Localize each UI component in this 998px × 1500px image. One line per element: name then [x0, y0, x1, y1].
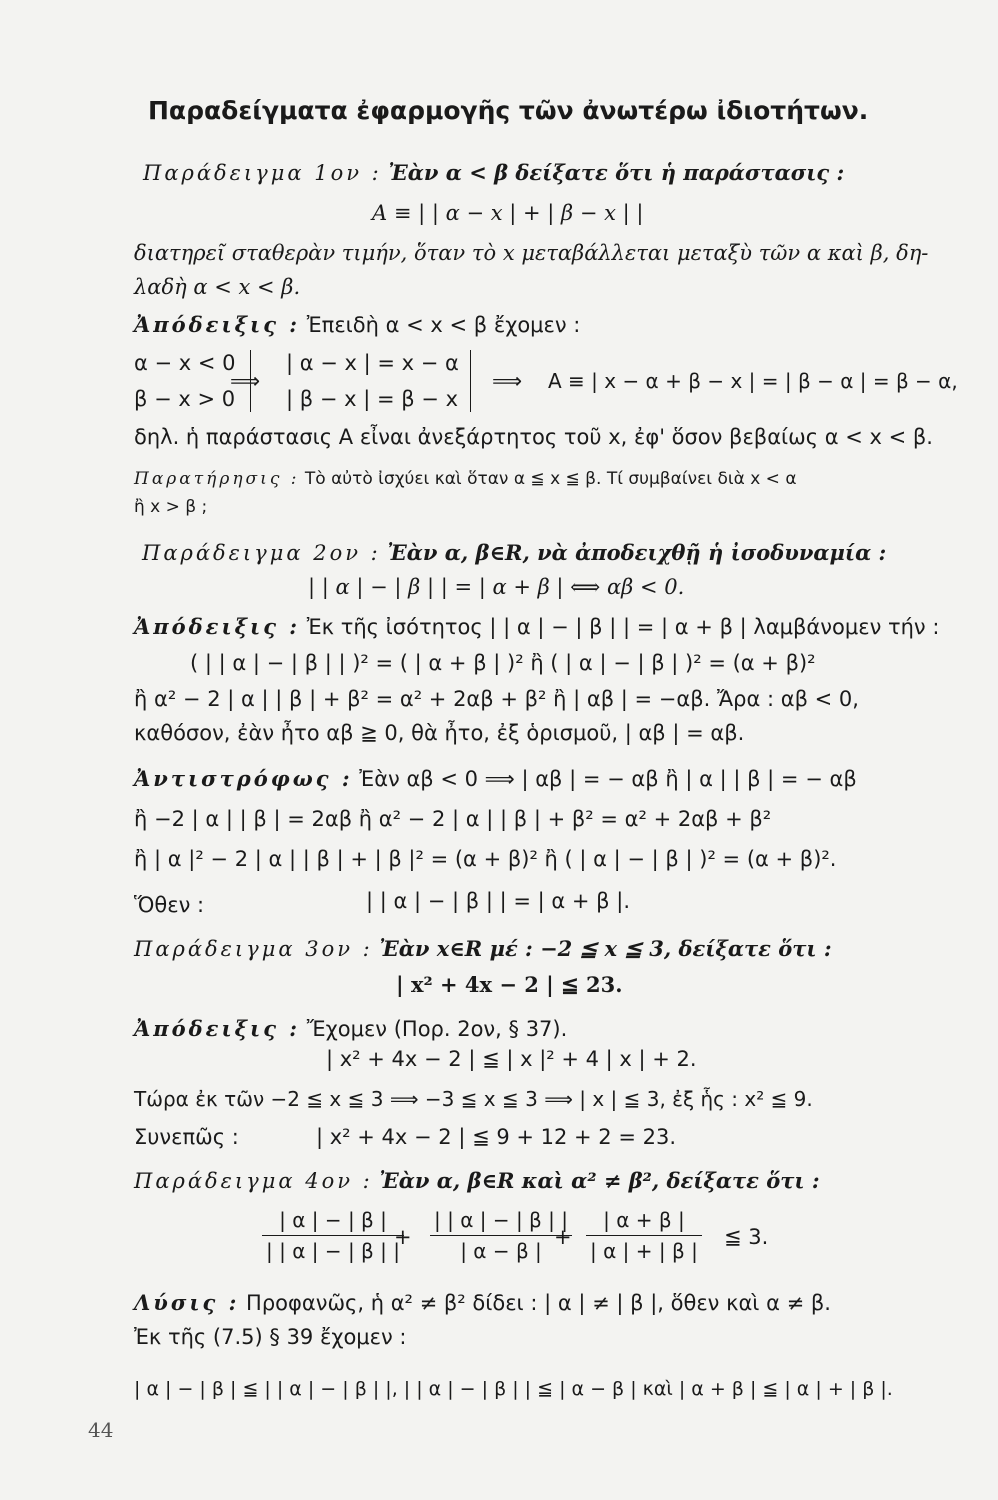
proof-label: Ἀπόδειξις :	[134, 1016, 301, 1041]
converse-line-2: ἢ | α |² − 2 | α | | β | + | β |² = (α + β)² ἢ ( | α | − | β | )² = (α + β)².	[134, 847, 837, 871]
example-1-statement: Ἐὰν α < β δείξατε ὅτι ἡ παράστασις :	[388, 160, 845, 185]
example-4-line-1: Ἐκ τῆς (7.5) § 39 ἔχομεν :	[134, 1325, 407, 1349]
system-mid-2: | β − x | = β − x	[286, 387, 458, 411]
solution-label: Λύσις :	[134, 1290, 240, 1315]
fraction-3-numerator: | α + β |	[586, 1208, 702, 1236]
example-1-text-1: διατηρεῖ σταθερὰν τιμήν, ὅταν τὸ x μεταβάλλεται μεταξὺ τῶν α καὶ β, δη-	[134, 241, 929, 265]
system-right: A ≡ | x − α + β − x | = | β − α | = β − α,	[548, 369, 958, 393]
example-4-line-2: | α | − | β | ≦ | | α | − | β | |, | | α | − | β | | ≦ | α − β | καὶ | α + β | ≦ | α | + | β |.	[134, 1378, 893, 1400]
example-3-statement: Ἐὰν x∈R μέ : −2 ≦ x ≦ 3, δείξατε ὅτι :	[379, 936, 832, 961]
example-3-line-2: Τώρα ἐκ τῶν −2 ≦ x ≦ 3 ⟹ −3 ≦ x ≦ 3 ⟹ | x | ≦ 3, ἐξ ἧς : x² ≦ 9.	[134, 1087, 813, 1111]
example-2-statement: Ἐὰν α, β∈R, νὰ ἀποδειχθῇ ἡ ἰσοδυναμία :	[387, 540, 887, 565]
example-1-formula: A ≡ | | α − x | + | β − x | |	[372, 201, 644, 225]
converse-text: Ἐὰν αβ < 0 ⟹ | αβ | = − αβ ἢ | α | | β | = − αβ	[359, 767, 857, 791]
example-4-heading	[134, 1168, 820, 1194]
example-4-solution	[134, 1290, 831, 1316]
system-left-2: β − x > 0	[134, 387, 236, 411]
proof-text: Ἔχομεν (Πορ. 2ον, § 37).	[306, 1017, 568, 1041]
example-2-proof	[134, 614, 939, 640]
example-2-converse	[134, 766, 857, 792]
plus-sign-2: +	[554, 1225, 572, 1249]
fraction-2	[430, 1208, 572, 1263]
example-4-label: Παράδειγμα 4ον :	[134, 1169, 373, 1193]
example-2-heading	[142, 540, 886, 566]
implies-arrow-2: ⟹	[492, 369, 523, 393]
example-3-line-1: | x² + 4x − 2 | ≦ | x |² + 4 | x | + 2.	[326, 1047, 697, 1071]
fraction-1	[262, 1208, 404, 1263]
proof-text: Ἐπειδὴ α < x < β ἔχομεν :	[306, 313, 581, 337]
example-3-proof	[134, 1016, 567, 1042]
example-2-formula: | | α | − | β | | = | α + β | ⟺ αβ < 0.	[308, 575, 685, 599]
inequality-rhs: ≦ 3.	[724, 1225, 769, 1249]
hence-formula: | | α | − | β | | = | α + β |.	[366, 889, 631, 913]
example-1-conclusion: δηλ. ἡ παράστασις A εἶναι ἀνεξάρτητος τοῦ x, ἐφ' ὅσον βεβαίως α < x < β.	[134, 425, 933, 449]
plus-sign-1: +	[394, 1225, 412, 1249]
proof-label: Ἀπόδειξις :	[134, 614, 301, 639]
fraction-3	[586, 1208, 702, 1263]
remark	[134, 466, 797, 492]
system-mid-1: | α − x | = x − α	[286, 351, 459, 375]
solution-text: Προφανῶς, ἡ α² ≠ β² δίδει : | α | ≠ | β |, ὅθεν καὶ α ≠ β.	[246, 1291, 831, 1315]
system-left-1: α − x < 0	[134, 351, 236, 375]
example-3-heading	[134, 936, 832, 962]
example-1-heading	[143, 160, 844, 186]
hence-label: Ὅθεν :	[134, 893, 205, 917]
proof-text: Ἐκ τῆς ἰσότητος | | α | − | β | | = | α + β | λαμβάνομεν τήν :	[306, 615, 940, 639]
example-3-formula: | x² + 4x − 2 | ≦ 23.	[396, 972, 623, 997]
example-4-statement: Ἐὰν α, β∈R καὶ α² ≠ β², δείξατε ὅτι :	[379, 1168, 820, 1193]
example-1-label: Παράδειγμα 1ον :	[143, 161, 382, 185]
converse-line-1: ἢ −2 | α | | β | = 2αβ ἢ α² − 2 | α | | β | + β² = α² + 2αβ + β²	[134, 807, 772, 831]
example-3-line-3-label: Συνεπῶς :	[134, 1125, 239, 1149]
fraction-2-denominator: | α − β |	[460, 1239, 542, 1263]
page-number: 44	[88, 1418, 114, 1442]
example-2-line-3: καθόσον, ἐὰν ἦτο αβ ≧ 0, θὰ ἦτο, ἐξ ὁρισμοῦ, | αβ | = αβ.	[134, 721, 745, 745]
example-2-line-1: ( | | α | − | β | | )² = ( | α + β | )² ἢ ( | α | − | β | )² = (α + β)²	[190, 651, 816, 675]
remark-text-2: ἢ x > β ;	[134, 497, 208, 517]
system-divider-2	[470, 350, 471, 412]
fraction-1-numerator: | α | − | β |	[262, 1208, 404, 1236]
example-2-label: Παράδειγμα 2ον :	[142, 541, 381, 565]
fraction-2-numerator: | | α | − | β | |	[430, 1208, 572, 1236]
example-3-line-3: | x² + 4x − 2 | ≦ 9 + 12 + 2 = 23.	[316, 1125, 677, 1149]
remark-label: Παρατήρησις :	[134, 469, 300, 489]
example-1-proof	[134, 312, 580, 338]
page-title: Παραδείγματα ἐφαρμογῆς τῶν ἀνωτέρω ἰδιοτήτων.	[148, 96, 869, 125]
remark-text: Τὸ αὐτὸ ἰσχύει καὶ ὅταν α ≦ x ≦ β. Τί συμβαίνει διὰ x < α	[304, 469, 797, 489]
proof-label: Ἀπόδειξις :	[134, 312, 301, 337]
example-3-label: Παράδειγμα 3ον :	[134, 937, 373, 961]
fraction-3-denominator: | α | + | β |	[590, 1239, 698, 1263]
example-2-line-2: ἢ α² − 2 | α | | β | + β² = α² + 2αβ + β² ἢ | αβ | = −αβ. Ἄρα : αβ < 0,	[134, 687, 859, 711]
implies-arrow-1: ⟹	[230, 369, 261, 393]
fraction-1-denominator: | | α | − | β | |	[266, 1239, 400, 1263]
converse-label: Ἀντιστρόφως :	[134, 766, 353, 791]
example-1-text-2: λαδὴ α < x < β.	[134, 275, 301, 299]
